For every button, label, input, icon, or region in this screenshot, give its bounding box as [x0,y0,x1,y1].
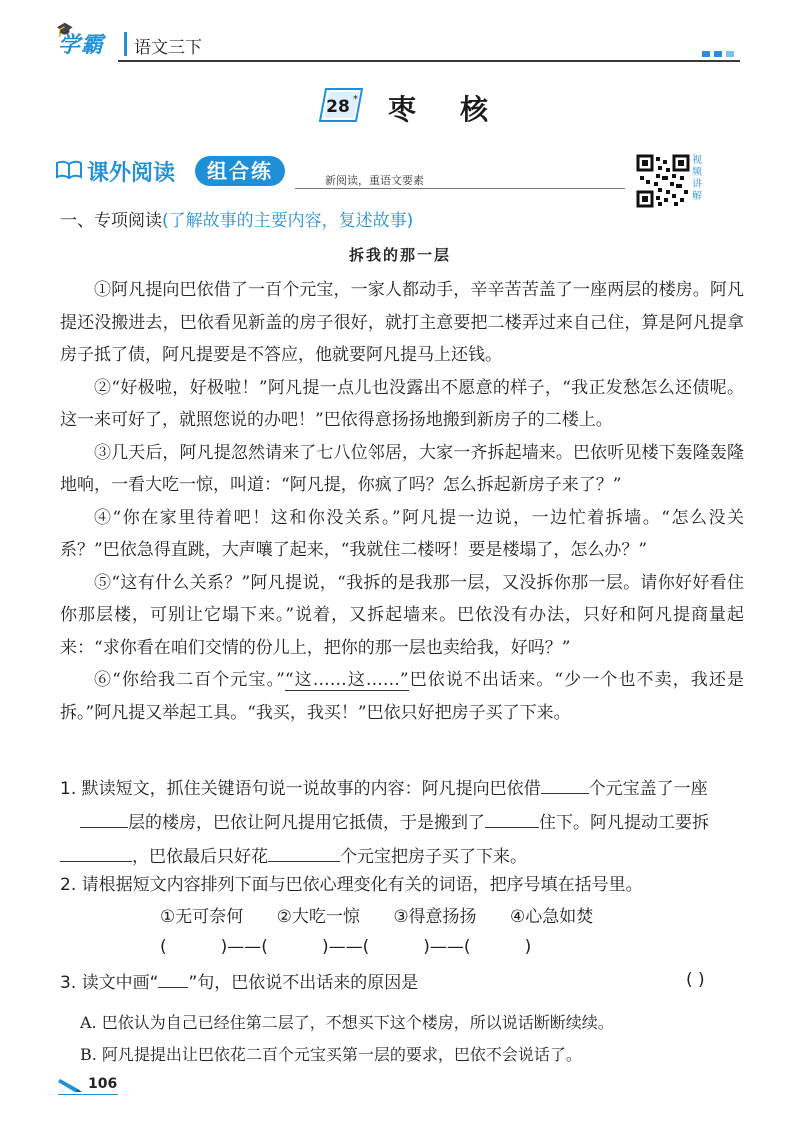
answer-parentheses-row[interactable]: ( )——( )——( )——( ) [160,937,532,957]
header-square-icon [714,51,722,57]
question-1-text-3: 层的楼房，巴依让阿凡提用它抵债，于是搬到了 [128,813,485,833]
underlined-sentence: “这……这……” [284,670,409,690]
story-p6-end: 巴依说不出话来。“少一个也不卖，我还是拆。”阿凡提又举起工具。“我买，我买！”巴依只好把房子买了下来。 [60,670,744,723]
story-p6-start: ⑥“你给我二百个元宝。” [94,670,285,690]
open-book-icon [55,160,83,180]
question-3-number: 3. [60,973,77,993]
story-paragraph-2: ②“好极啦，好极啦！”阿凡提一点儿也没露出不愿意的样子，“我正发愁怎么还债呢。这一来可好了，就照您说的办吧！”巴依得意扬扬地搬到新房子的二楼上。 [60,377,744,430]
question-1-text-1: 默读短文，抓住关键语句说一说故事的内容：阿凡提向巴依借 [81,779,541,799]
answer-blank[interactable] [60,841,132,862]
story-body [60,274,744,729]
question-2 [60,868,744,902]
footer-rule [58,1094,118,1095]
story-paragraph-6 [60,664,744,729]
header-square-icon [726,51,734,57]
question-3-text-2: ”句，巴依说不出话来的原因是 [188,973,419,993]
part-heading-hint: (了解故事的主要内容，复述故事) [162,211,414,231]
question-2-text: 请根据短文内容排列下面与巴依心理变化有关的词语，把序号填在括号里。 [81,875,643,895]
story-paragraph-1: ①阿凡提向巴依借了一百个元宝，一家人都动手，辛辛苦苦盖了一座两层的楼房。阿凡提还没搬进去，巴依看见新盖的房子很好，就打主意要把二楼弄过来自己住，算是阿凡提拿房子抵了债，阿凡提要是不答应，他就要阿凡提马上还钱。 [60,280,744,365]
question-1-text-4: 住下。阿凡提动工要拆 [539,813,709,833]
graduation-cap-icon: 🎓 [56,22,74,38]
question-2-options [160,902,621,927]
question-1-number: 1. [60,779,77,799]
section-label: 课外阅读 [87,161,176,186]
answer-blank[interactable] [268,841,340,862]
answer-blank[interactable] [541,773,589,794]
section-subtitle: 新阅读，重语文要素 [325,174,424,187]
choice-a[interactable]: A. 巴依认为自己已经住第二层了，不想买下这个楼房，所以说话断断续续。 [80,1013,614,1032]
question-1-text-6: 个元宝把房子买了下来。 [340,847,527,867]
lesson-number-badge [318,87,364,123]
brand-divider [124,32,127,56]
story-paragraph-4: ④“你在家里待着吧！这和你没关系。”阿凡提一边说，一边忙着拆墙。“怎么没关系？”巴依急得直跳，大声嚷了起来，“我就住二楼呀！要是楼塌了，怎么办？” [60,507,744,560]
lesson-title: 枣核 [388,93,533,126]
page-number: 106 [88,1076,118,1092]
question-1 [60,772,744,874]
part-heading-text: 一、专项阅读 [60,211,162,231]
header-rule [118,60,740,62]
pencil-icon [58,1075,84,1093]
lesson-number: 28 [326,97,350,117]
answer-parentheses[interactable]: ( ) [686,970,705,990]
question-1-text-5: ，巴依最后只好花 [132,847,268,867]
qr-code-icon[interactable] [636,154,690,208]
page-header [56,22,740,68]
question-3-text-1: 读文中画“ [81,973,159,993]
answer-blank[interactable] [485,807,539,828]
header-square-icon [702,51,710,57]
question-2-number: 2. [60,875,77,895]
lesson-star: * [353,94,358,105]
section-rule [295,188,625,189]
section-pill: 组合练 [195,156,285,186]
option-item: ①无可奈何 [160,907,244,927]
qr-label: 视频讲解 [692,155,702,202]
brand-logo: 学霸 [58,33,105,58]
answer-blank[interactable] [80,807,128,828]
question-1-text-2: 个元宝盖了一座 [588,779,708,799]
option-item: ②大吃一惊 [276,907,360,927]
choice-b[interactable]: B. 阿凡提提出让巴依花二百个元宝买第一层的要求，巴依不会说话了。 [80,1045,582,1064]
underline-sample [158,969,188,988]
question-3 [60,966,744,1000]
subject-label: 语文三下 [134,38,202,58]
option-item: ④心急如焚 [509,907,594,927]
story-paragraph-5: ⑤“这有什么关系？”阿凡提说，“我拆的是我那一层，又没拆你那一层。请你好好看住你那层楼，可别让它塌下来。”说着，又拆起墙来。巴依没有办法，只好和阿凡提商量起来：“求你看在咱们交情的份儿上，把你的那一层也卖给我，好吗？” [60,572,744,658]
option-item: ③得意扬扬 [393,907,477,927]
story-title: 拆我的那一层 [348,246,451,264]
part-heading [60,206,413,231]
story-paragraph-3: ③几天后，阿凡提忽然请来了七八位邻居，大家一齐拆起墙来。巴依听见楼下轰隆轰隆地响，一看大吃一惊，叫道：“阿凡提，你疯了吗？怎么拆起新房子来了？” [60,442,744,495]
